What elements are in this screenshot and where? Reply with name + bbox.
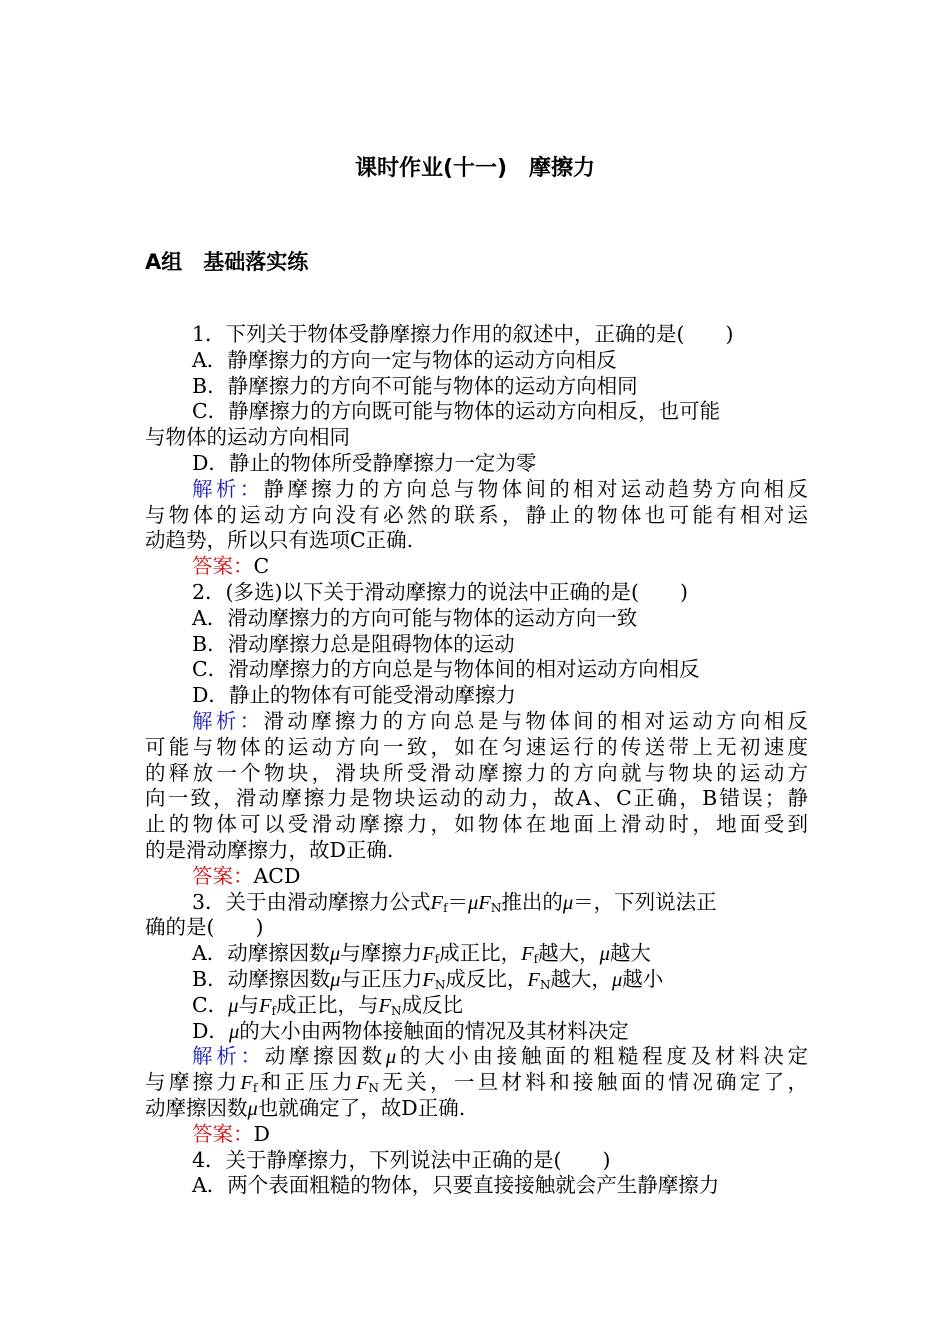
q1-option-b: B．静摩擦力的方向不可能与物体的运动方向相同	[192, 373, 638, 398]
q3-option-d: D．μ的大小由两物体接触面的情况及其材料决定	[192, 1018, 629, 1043]
q2-answer-line	[145, 864, 808, 890]
q1-option-d: D．静止的物体所受静摩擦力一定为零	[192, 450, 537, 475]
analysis-label: 解析：	[192, 1044, 265, 1069]
q1-answer-line	[145, 554, 808, 580]
q1-answer: C	[253, 554, 270, 579]
q1-option-a: A．静摩擦力的方向一定与物体的运动方向相反	[192, 347, 617, 372]
q2-analysis-line	[145, 709, 808, 735]
q2-analysis-line: 的是滑动摩擦力，故D正确.	[145, 837, 394, 862]
q3-answer: D	[253, 1121, 270, 1146]
q3-analysis-line: 动摩擦因数μ也就确定了，故D正确.	[145, 1095, 466, 1120]
analysis-label: 解析：	[192, 708, 264, 733]
q1-option-c-cont: 与物体的运动方向相同	[145, 425, 350, 450]
answer-label: 答案：	[192, 554, 254, 579]
q2-analysis-text: 滑动摩擦力的方向总是与物体间的相对运动方向相反	[263, 708, 809, 733]
q1-analysis-line: 与物体的运动方向没有必然的联系，静止的物体也可能有相对运	[145, 502, 808, 527]
q3-option-a: A．动摩擦因数μ与摩擦力$F_f$成正比，$F_f$越大，μ越大	[192, 941, 651, 967]
q3-option-b: B．动摩擦因数μ与正压力$F_N$成反比，$F_N$越大，μ越小	[192, 966, 664, 992]
q4-stem: 4．关于静摩擦力，下列说法中正确的是( )	[192, 1147, 611, 1172]
q1-analysis-line	[145, 477, 808, 503]
section-heading: A组 基础落实练	[145, 250, 309, 274]
q2-option-b: B．滑动摩擦力总是阻碍物体的运动	[192, 631, 515, 656]
q2-analysis-line: 可能与物体的运动方向一致，如在匀速运行的传送带上无初速度	[145, 734, 808, 759]
q1-stem: 1．下列关于物体受静摩擦力作用的叙述中，正确的是( )	[192, 322, 734, 346]
q3-option-c: C．μ与$F_f$成正比，与$F_N$成反比	[192, 992, 463, 1018]
q4-option-a: A．两个表面粗糙的物体，只要直接接触就会产生静摩擦力	[192, 1173, 720, 1198]
q3-analysis-line: 与摩擦力$F_f$和正压力$F_N$无关，一旦材料和接触面的情况确定了，	[145, 1070, 809, 1096]
q2-option-a: A．滑动摩擦力的方向可能与物体的运动方向一致	[192, 605, 638, 630]
q2-analysis-line: 止的物体可以受滑动摩擦力，如物体在地面上滑动时，地面受到	[145, 812, 808, 837]
answer-label: 答案：	[192, 1121, 254, 1146]
page-title: 课时作业(十一) 摩擦力	[354, 156, 596, 181]
q2-analysis-line: 的释放一个物块，滑块所受滑动摩擦力的方向就与物块的运动方	[145, 760, 808, 785]
analysis-label: 解析：	[192, 476, 264, 501]
question-body	[145, 322, 808, 1199]
q2-option-c: C．滑动摩擦力的方向总是与物体间的相对运动方向相反	[192, 657, 700, 682]
q2-analysis-line: 向一致，滑动摩擦力是物块运动的动力，故A、C正确，B错误；静	[145, 786, 808, 811]
q1-analysis-line: 动趋势，所以只有选项C正确.	[145, 528, 414, 553]
answer-label: 答案：	[192, 863, 254, 888]
q3-stem-cont: 确的是( )	[145, 915, 264, 940]
q2-answer: ACD	[253, 863, 301, 888]
q2-stem: 2．(多选)以下关于滑动摩擦力的说法中正确的是( )	[192, 579, 689, 604]
q3-answer-line	[145, 1122, 808, 1148]
q1-analysis-text: 静摩擦力的方向总与物体间的相对运动趋势方向相反	[263, 476, 809, 501]
q3-analysis-line: 解析：动摩擦因数μ的大小由接触面的粗糙程度及材料决定	[192, 1044, 809, 1069]
q2-option-d: D．静止的物体有可能受滑动摩擦力	[192, 683, 516, 708]
q3-stem: 3．关于由滑动摩擦力公式$F_f=\mu F_N$推出的μ＝，下列说法正	[192, 889, 717, 915]
q1-option-c: C．静摩擦力的方向既可能与物体的运动方向相反，也可能	[192, 399, 721, 424]
